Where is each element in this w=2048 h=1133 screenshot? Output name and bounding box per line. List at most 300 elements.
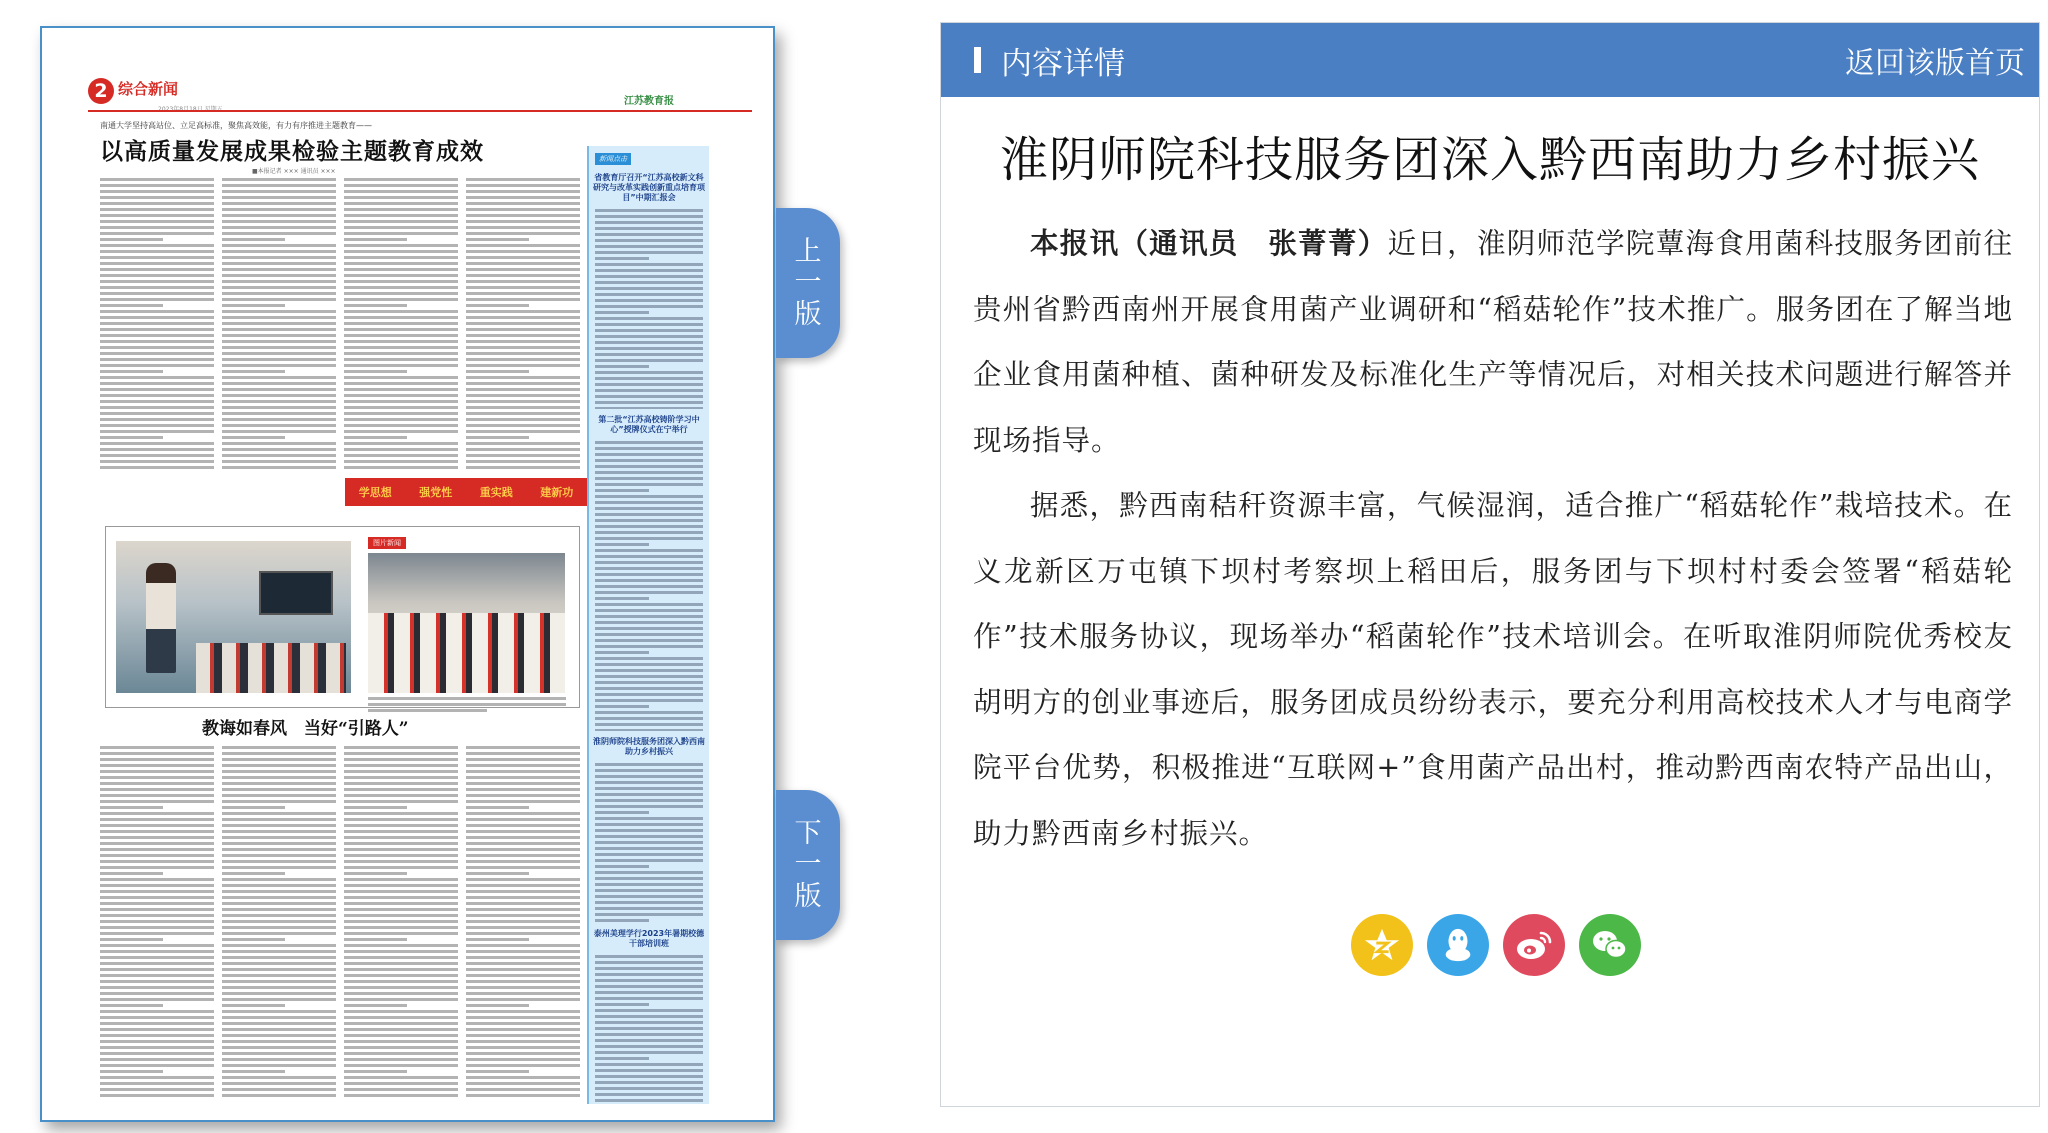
text-line xyxy=(595,513,703,516)
text-line xyxy=(222,466,336,469)
text-line xyxy=(595,1063,703,1066)
text-line xyxy=(100,818,214,821)
text-line xyxy=(344,1082,458,1085)
sidebar-item[interactable]: 第二批“江苏高校铸阶学习中心”授牌仪式在宁举行 xyxy=(598,415,700,434)
text-line xyxy=(100,884,214,887)
text-line xyxy=(466,232,580,235)
text-line xyxy=(100,860,214,863)
slogan-item: 强党性 xyxy=(419,486,453,499)
text-line xyxy=(466,1022,580,1025)
next-page-char: 版 xyxy=(794,880,822,912)
text-line xyxy=(344,334,458,337)
text-line xyxy=(595,543,649,546)
text-line xyxy=(344,1004,407,1007)
text-line xyxy=(100,758,214,761)
text-line xyxy=(222,1070,285,1073)
text-line xyxy=(100,830,214,833)
text-line xyxy=(100,460,214,463)
text-line xyxy=(344,340,458,343)
text-line xyxy=(222,388,336,391)
text-line xyxy=(344,1076,458,1079)
text-line xyxy=(466,1016,580,1019)
text-line xyxy=(344,1088,458,1091)
text-line xyxy=(100,842,214,845)
text-line xyxy=(466,214,580,217)
prev-page-char: 版 xyxy=(794,298,822,330)
text-line xyxy=(595,555,703,558)
text-line xyxy=(344,1022,458,1025)
text-line xyxy=(466,932,580,935)
text-line xyxy=(466,758,580,761)
back-to-page-link[interactable]: 返回该版首页 xyxy=(1845,46,2025,81)
text-line xyxy=(466,1046,580,1049)
text-line xyxy=(222,884,336,887)
text-line xyxy=(466,794,580,797)
text-line xyxy=(595,377,703,380)
text-line xyxy=(466,256,580,259)
text-line xyxy=(344,274,458,277)
text-line xyxy=(344,872,407,875)
text-line xyxy=(100,376,214,379)
text-column xyxy=(100,746,214,1101)
text-line xyxy=(100,794,214,797)
text-line xyxy=(222,268,336,271)
text-line xyxy=(100,196,214,199)
page-headline[interactable]: 以高质量发展成果检验主题教育成效 xyxy=(100,138,484,165)
text-line xyxy=(222,998,336,1001)
text-line xyxy=(466,812,580,815)
page-number-badge: 2 xyxy=(88,78,114,104)
text-line xyxy=(222,202,336,205)
sub-headline[interactable]: 教诲如春风 当好“引路人” xyxy=(202,719,409,739)
text-line xyxy=(222,346,336,349)
text-line xyxy=(344,208,458,211)
text-line xyxy=(595,793,703,796)
text-line xyxy=(344,968,458,971)
text-line xyxy=(100,992,214,995)
text-line xyxy=(100,878,214,881)
text-line xyxy=(222,292,336,295)
text-line xyxy=(466,770,580,773)
students-photo xyxy=(368,553,565,693)
text-line xyxy=(466,914,580,917)
text-line xyxy=(466,860,580,863)
text-line xyxy=(595,501,703,504)
text-line xyxy=(222,310,336,313)
text-line xyxy=(595,997,703,1000)
text-line xyxy=(222,866,336,869)
text-line xyxy=(344,764,458,767)
text-line xyxy=(466,418,580,421)
text-line xyxy=(100,448,214,451)
text-line xyxy=(344,1052,458,1055)
text-line xyxy=(100,232,214,235)
text-line xyxy=(595,675,703,678)
text-line xyxy=(595,287,703,290)
text-line xyxy=(222,1058,336,1061)
text-line xyxy=(595,781,703,784)
text-line xyxy=(595,531,703,534)
text-line xyxy=(466,980,580,983)
text-line xyxy=(344,262,458,265)
text-line xyxy=(595,775,703,778)
text-line xyxy=(344,992,458,995)
text-line xyxy=(466,244,580,247)
text-line xyxy=(595,913,703,916)
text-line xyxy=(100,782,214,785)
text-line xyxy=(222,848,336,851)
sidebar-text xyxy=(595,209,703,409)
text-line xyxy=(222,280,336,283)
text-line xyxy=(222,1010,336,1013)
text-line xyxy=(100,776,214,779)
text-line xyxy=(466,346,580,349)
wechat-share-button[interactable] xyxy=(1579,914,1641,976)
text-line xyxy=(100,812,214,815)
text-line xyxy=(222,908,336,911)
photo-news-tag: 图片新闻 xyxy=(368,537,406,549)
text-line xyxy=(595,453,703,456)
text-line xyxy=(100,244,214,247)
text-line xyxy=(100,352,214,355)
text-line xyxy=(222,424,336,427)
text-line xyxy=(595,233,703,236)
text-line xyxy=(222,1028,336,1031)
text-line xyxy=(466,938,529,941)
headline-kicker[interactable]: 南通大学坚持高站位、立足高标准，聚焦高效能，有力有序推进主题教育—— xyxy=(100,121,372,130)
text-line xyxy=(466,352,580,355)
text-line xyxy=(466,1040,580,1043)
text-line xyxy=(595,711,703,714)
text-line xyxy=(344,298,458,301)
text-line xyxy=(595,251,703,254)
text-line xyxy=(595,871,703,874)
text-line xyxy=(595,859,703,862)
text-line xyxy=(466,842,580,845)
text-line xyxy=(344,364,458,367)
text-line xyxy=(466,268,580,271)
text-line xyxy=(100,340,214,343)
text-line xyxy=(100,1058,214,1061)
text-line xyxy=(344,412,458,415)
text-line xyxy=(466,848,580,851)
text-line xyxy=(595,311,649,314)
text-line xyxy=(100,764,214,767)
text-line xyxy=(344,932,458,935)
text-line xyxy=(100,418,214,421)
text-line xyxy=(344,782,458,785)
text-line xyxy=(222,854,336,857)
text-line xyxy=(100,866,214,869)
text-line xyxy=(466,328,580,331)
text-line xyxy=(222,286,336,289)
text-line xyxy=(100,1016,214,1019)
text-line xyxy=(100,250,214,253)
text-line xyxy=(344,310,458,313)
text-line xyxy=(595,639,703,642)
text-line xyxy=(344,358,458,361)
slogan-item: 学思想 xyxy=(358,486,392,499)
text-line xyxy=(344,232,458,235)
article-body xyxy=(973,211,2013,866)
text-line xyxy=(100,262,214,265)
text-line xyxy=(222,746,336,749)
text-line xyxy=(344,220,458,223)
text-line xyxy=(344,860,458,863)
text-line xyxy=(222,436,285,439)
text-line xyxy=(466,184,580,187)
text-line xyxy=(344,424,458,427)
newspaper-page-preview[interactable] xyxy=(40,26,775,1122)
text-line xyxy=(100,1010,214,1013)
text-line xyxy=(222,328,336,331)
text-line xyxy=(100,1094,214,1097)
text-line xyxy=(100,388,214,391)
text-line xyxy=(466,406,580,409)
text-line xyxy=(100,1052,214,1055)
text-line xyxy=(222,352,336,355)
text-line xyxy=(344,436,407,439)
text-line xyxy=(344,752,458,755)
text-line xyxy=(595,1027,703,1030)
text-line xyxy=(100,1004,163,1007)
text-line xyxy=(100,454,214,457)
text-line xyxy=(595,459,703,462)
text-line xyxy=(595,561,703,564)
text-line xyxy=(466,238,529,241)
text-line xyxy=(222,418,336,421)
text-line xyxy=(595,1033,703,1036)
text-column xyxy=(344,746,458,1101)
text-line xyxy=(595,681,703,684)
text-line xyxy=(222,1088,336,1091)
text-line xyxy=(222,938,285,941)
text-line xyxy=(595,477,703,480)
text-line xyxy=(595,317,703,320)
text-line xyxy=(466,986,580,989)
text-line xyxy=(222,1052,336,1055)
text-line xyxy=(466,460,580,463)
text-line xyxy=(595,967,703,970)
text-line xyxy=(344,352,458,355)
text-line xyxy=(595,365,649,368)
next-page-button[interactable] xyxy=(776,790,840,940)
text-line xyxy=(222,896,336,899)
text-line xyxy=(100,190,214,193)
text-line xyxy=(466,394,580,397)
text-line xyxy=(595,305,703,308)
text-line xyxy=(344,370,407,373)
text-line xyxy=(466,208,580,211)
article-columns-top[interactable] xyxy=(100,178,580,474)
sidebar-item[interactable]: 泰州美理学行2023年暑期校德干部培训班 xyxy=(593,929,705,948)
text-line xyxy=(344,184,458,187)
text-line xyxy=(222,1022,336,1025)
text-line xyxy=(466,250,580,253)
text-line xyxy=(595,519,703,522)
text-line xyxy=(466,920,580,923)
classroom-photo xyxy=(116,541,351,693)
text-line xyxy=(222,782,336,785)
text-line xyxy=(595,651,649,654)
text-line xyxy=(466,412,580,415)
text-line xyxy=(100,752,214,755)
text-line xyxy=(344,950,458,953)
text-line xyxy=(100,914,214,917)
text-line xyxy=(100,854,214,857)
text-line xyxy=(222,962,336,965)
text-line xyxy=(222,262,336,265)
text-line xyxy=(344,836,458,839)
text-line xyxy=(344,818,458,821)
qq-share-button[interactable] xyxy=(1427,914,1489,976)
text-line xyxy=(222,184,336,187)
text-line xyxy=(222,1082,336,1085)
text-column xyxy=(344,178,458,474)
text-line xyxy=(222,794,336,797)
text-line xyxy=(344,286,458,289)
text-line xyxy=(100,178,214,181)
text-line xyxy=(595,591,703,594)
weibo-share-button[interactable] xyxy=(1503,914,1565,976)
text-line xyxy=(466,370,529,373)
text-line xyxy=(595,227,703,230)
sidebar-text xyxy=(595,763,703,923)
text-line xyxy=(222,208,336,211)
text-line xyxy=(344,998,458,1001)
qzone-icon xyxy=(1363,926,1401,964)
sidebar-item-highlight[interactable]: 淮阴师院科技服务团深入黔西南助力乡村振兴 xyxy=(593,737,705,756)
text-line xyxy=(466,746,580,749)
text-line xyxy=(222,926,336,929)
text-line xyxy=(222,430,336,433)
text-line xyxy=(344,1064,458,1067)
text-line xyxy=(466,1070,529,1073)
sidebar-item[interactable]: 省教育厅召开“江苏高校新文科研究与改革实践创新重点培育项目”中期汇报会 xyxy=(593,173,705,202)
text-line xyxy=(595,979,703,982)
text-line xyxy=(344,830,458,833)
text-line xyxy=(466,1064,580,1067)
text-line xyxy=(222,914,336,917)
text-line xyxy=(100,442,214,445)
text-line xyxy=(222,460,336,463)
text-line xyxy=(100,292,214,295)
text-line xyxy=(466,400,580,403)
text-line xyxy=(595,507,703,510)
text-line xyxy=(595,1087,703,1090)
text-line xyxy=(595,961,703,964)
text-line xyxy=(466,800,580,803)
text-line xyxy=(344,776,458,779)
text-line xyxy=(466,752,580,755)
text-line xyxy=(595,763,703,766)
text-line xyxy=(466,178,580,181)
paper-logo: 江苏教育报 xyxy=(624,96,674,107)
text-line xyxy=(344,406,458,409)
article-paragraph: 据悉，黔西南秸秆资源丰富，气候湿润，适合推广“稻菇轮作”栽培技术。在义龙新区万屯镇下坝村考察坝上稻田后，服务团与下坝村村委会签署“稻菇轮作”技术服务协议，现场举办“稻菌轮作”技术培训会。在听取淮阴师院优秀校友胡明方的创业事迹后，服务团成员纷纷表示，要充分利用高校技术人才与电商学院平台优势，积极推进“互联网+”食用菌产品出村，推动黔西南农特产品出山，助力黔西南乡村振兴。 xyxy=(973,489,2013,850)
text-line xyxy=(595,383,703,386)
text-line xyxy=(466,1094,580,1097)
text-line xyxy=(222,334,336,337)
text-line xyxy=(222,376,336,379)
text-line xyxy=(595,495,703,498)
text-line xyxy=(595,335,703,338)
qzone-share-button[interactable] xyxy=(1351,914,1413,976)
text-line xyxy=(595,1003,649,1006)
text-line xyxy=(100,1046,214,1049)
text-line xyxy=(100,394,214,397)
text-line xyxy=(222,382,336,385)
text-line xyxy=(595,633,703,636)
text-line xyxy=(595,1093,703,1096)
text-line xyxy=(222,752,336,755)
text-line xyxy=(222,400,336,403)
text-line xyxy=(222,764,336,767)
text-line xyxy=(595,1069,703,1072)
text-line xyxy=(344,1046,458,1049)
text-line xyxy=(100,926,214,929)
text-line xyxy=(595,471,703,474)
text-line xyxy=(595,329,703,332)
text-line xyxy=(466,376,580,379)
text-line xyxy=(222,1046,336,1049)
text-line xyxy=(466,884,580,887)
text-line xyxy=(344,250,458,253)
text-line xyxy=(222,322,336,325)
text-line xyxy=(344,268,458,271)
text-line xyxy=(466,902,580,905)
text-line xyxy=(466,436,529,439)
text-line xyxy=(344,1094,458,1097)
text-line xyxy=(344,848,458,851)
text-line xyxy=(222,872,285,875)
text-line xyxy=(100,1076,214,1079)
text-line xyxy=(595,347,703,350)
text-line xyxy=(595,1021,703,1024)
next-page-char: 下 xyxy=(794,818,822,850)
text-line xyxy=(466,818,580,821)
text-line xyxy=(100,974,214,977)
text-line xyxy=(344,460,458,463)
text-line xyxy=(100,896,214,899)
text-line xyxy=(344,1070,407,1073)
text-column xyxy=(100,178,214,474)
text-line xyxy=(344,400,458,403)
text-line xyxy=(595,723,703,726)
photo-news-box[interactable] xyxy=(105,526,580,708)
text-line xyxy=(344,202,458,205)
text-line xyxy=(222,316,336,319)
text-line xyxy=(222,776,336,779)
text-line xyxy=(222,980,336,983)
text-line xyxy=(595,883,703,886)
text-line xyxy=(466,974,580,977)
text-line xyxy=(466,824,580,827)
prev-page-button[interactable] xyxy=(776,208,840,358)
text-line xyxy=(100,202,214,205)
text-line xyxy=(595,895,703,898)
qq-icon xyxy=(1440,926,1476,964)
article-columns-bottom[interactable] xyxy=(100,746,580,1101)
text-line xyxy=(100,226,214,229)
text-line xyxy=(100,962,214,965)
text-line xyxy=(222,370,285,373)
news-sidebar[interactable] xyxy=(587,146,709,1104)
text-line xyxy=(344,902,458,905)
text-line xyxy=(222,758,336,761)
text-line xyxy=(100,280,214,283)
text-line xyxy=(222,256,336,259)
